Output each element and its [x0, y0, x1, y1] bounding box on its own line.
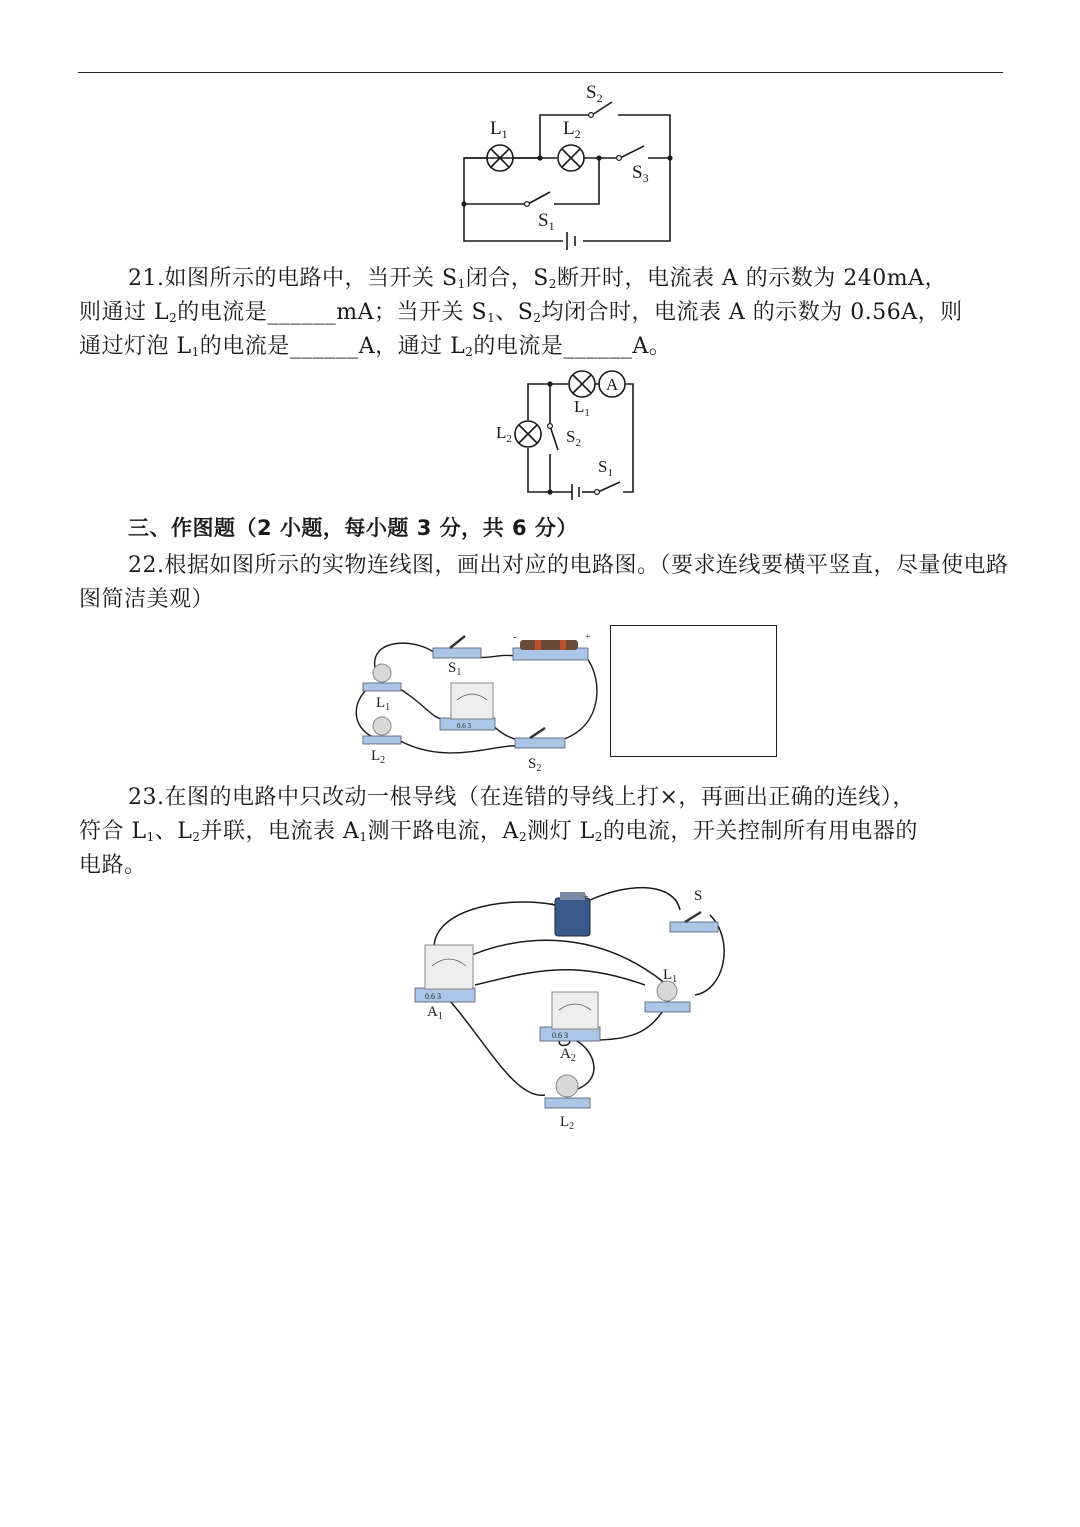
svg-text:+: + — [583, 892, 589, 903]
svg-text:0.6 3: 0.6 3 — [457, 722, 471, 730]
svg-text:-: - — [550, 898, 554, 909]
question-21: 21.如图所示的电路中，当开关 $S_1$闭合，$S_2$断开时，电流表 A 的示数为 240mA， 则通过 $L_2$的电流是______mA；当开关 $S_1$、$S_2$均闭合时，电流表 A 的示数为 0.56A，则 通过灯泡 $L_1$的电流是______A，通过 $L_2$的电流是______A。 — [79, 266, 963, 359]
label-s2: $S_2$ — [528, 756, 542, 774]
header-rule — [78, 72, 1003, 73]
question-23: 23.在图的电路中只改动一根导线（在连错的导线上打×，再画出正确的连线）， 符合 $L_1$、$L_2$并联，电流表 $A_1$测干路电流，$A_2$测灯 $L_2$的电流，开关控制所有用电器的 电路。 — [79, 785, 918, 878]
label-s: S — [694, 888, 703, 904]
svg-text:0.6 3: 0.6 3 — [552, 1031, 568, 1040]
label-l1: $L_1$ — [663, 967, 678, 985]
answer-drawing-box[interactable] — [610, 625, 777, 757]
label-ammeter: A — [606, 375, 619, 394]
label-s1: $S_1$ — [538, 210, 555, 233]
wiring-diagram-q23 — [405, 880, 735, 1130]
label-l1: $L_1$ — [376, 695, 391, 713]
label-s1: $S_1$ — [448, 660, 462, 678]
circuit-diagram-q21 — [490, 368, 640, 498]
label-s2: $S_2$ — [586, 82, 603, 105]
label-l2: $L_2$ — [496, 423, 512, 445]
label-l2: $L_2$ — [563, 118, 581, 141]
label-l1: $L_1$ — [490, 118, 508, 141]
label-s2: $S_2$ — [566, 427, 581, 449]
label-s3: $S_3$ — [632, 162, 649, 185]
label-s1: $S_1$ — [598, 457, 613, 479]
label-a1: $A_1$ — [427, 1004, 443, 1022]
label-l1: $L_1$ — [574, 397, 590, 419]
svg-text:+: + — [585, 632, 591, 643]
circuit-diagram-top — [450, 80, 690, 250]
section-heading: 三、作图题（2 小题，每小题 3 分，共 6 分） — [128, 516, 578, 540]
svg-text:-: - — [513, 632, 517, 643]
label-l2: $L_2$ — [560, 1114, 575, 1132]
svg-text:0.6 3: 0.6 3 — [425, 992, 441, 1001]
label-a2: $A_2$ — [560, 1046, 576, 1064]
wiring-diagram-q22 — [345, 628, 605, 778]
question-22: 22.根据如图所示的实物连线图，画出对应的电路图。（要求连线要横平竖直，尽量使电路图简洁美观） — [79, 553, 1009, 612]
label-l2: $L_2$ — [371, 748, 386, 766]
